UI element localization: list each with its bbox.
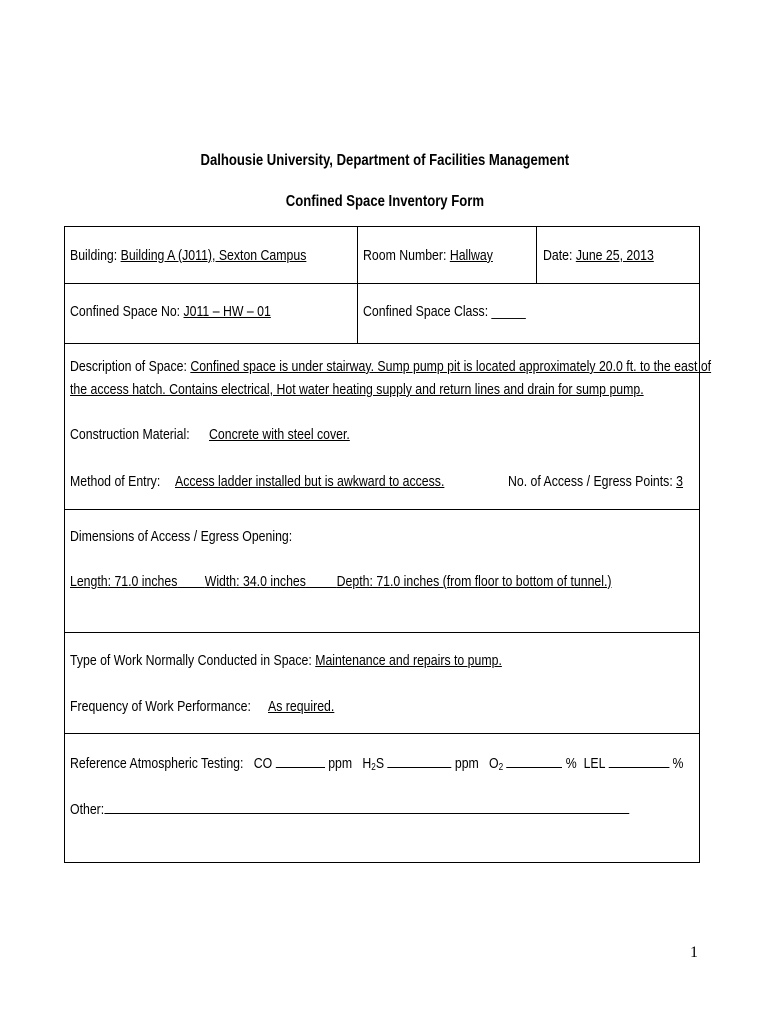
atmospheric-testing-field [70,753,683,777]
form-title-text: Confined Space Inventory Form [285,193,485,210]
h2s-label [362,755,384,772]
building-label: Building: [70,247,118,264]
page-title-text: Dalhousie University, Department of Facilities Management [200,152,570,169]
confined-space-no-label: Confined Space No: [70,303,181,320]
depth-value: Depth: 71.0 inches (from floor to bottom of tunnel.) [336,573,612,590]
frequency-value: As required. [268,698,335,715]
o2-o: O [489,755,499,772]
co-label: CO [253,755,273,772]
work-type-label: Type of Work Normally Conducted in Space: [70,652,312,669]
confined-space-class-field [363,303,526,321]
description-line-1 [70,358,711,376]
column-divider-1 [357,227,358,343]
frequency-value-wrap [268,698,334,716]
construction-material-field [70,426,190,444]
page-number: 1 [690,944,698,961]
other-label: Other: [70,801,105,818]
description-line-2 [70,381,644,399]
atmospheric-testing-label: Reference Atmospheric Testing: [70,755,244,772]
o2-subscript: 2 [498,762,504,773]
inventory-form-table [64,226,712,863]
row-divider-2 [65,343,699,344]
description-value-line-1: Confined space is under stairway. Sump pump pit is located approximately 20.0 ft. to the east of [190,358,712,375]
length-width-gap [177,573,204,590]
room-number-field [363,247,493,265]
h2s-s: S [375,755,385,772]
h2s-h: H [362,755,372,772]
frequency-label: Frequency of Work Performance: [70,698,251,715]
o2-label [489,755,503,772]
column-divider-2 [536,227,537,283]
method-of-entry-field [70,473,160,491]
length-value: Length: 71.0 inches [70,573,178,590]
width-depth-gap [306,573,337,590]
work-type-field [70,652,502,670]
method-of-entry-label: Method of Entry: [70,473,161,490]
access-points-label: No. of Access / Egress Points: [508,473,673,490]
date-field [543,247,654,265]
description-label: Description of Space: [70,358,187,375]
access-points-field [508,473,683,491]
page-title [0,152,770,170]
row-divider-5 [65,733,699,734]
date-label: Date: [543,247,573,264]
construction-material-value-wrap [209,426,350,444]
o2-blank[interactable] [507,753,563,768]
method-of-entry-value-wrap [175,473,444,491]
lel-label: LEL [583,755,606,772]
building-value: Building A (J011), Sexton Campus [120,247,307,264]
o2-percent: % [565,755,577,772]
other-field [70,799,629,819]
building-field [70,247,306,265]
row-divider-4 [65,632,699,633]
lel-percent: % [672,755,684,772]
room-number-value: Hallway [449,247,493,264]
dimensions-values [70,573,612,591]
room-number-label: Room Number: [363,247,447,264]
dimensions-label: Dimensions of Access / Egress Opening: [70,528,293,545]
lel-blank[interactable] [608,753,669,768]
other-blank[interactable] [104,799,629,814]
confined-space-no-value: J011 – HW – 01 [183,303,271,320]
width-value: Width: 34.0 inches [204,573,306,590]
row-divider-1 [65,283,699,284]
frequency-field [70,698,251,716]
co-ppm: ppm [328,755,353,772]
confined-space-class-label: Confined Space Class: [363,303,489,320]
h2s-subscript: 2 [371,762,376,773]
co-blank[interactable] [276,753,325,768]
date-value: June 25, 2013 [575,247,654,264]
method-of-entry-value: Access ladder installed but is awkward to access. [175,473,445,490]
construction-material-label: Construction Material: [70,426,190,443]
row-divider-3 [65,509,699,510]
confined-space-no-field [70,303,271,321]
description-value-line-2: the access hatch. Contains electrical, Hot water heating supply and return lines and drain for sump pump. [70,381,644,398]
work-type-value: Maintenance and repairs to pump. [315,652,502,669]
confined-space-class-value: _____ [491,303,526,320]
access-points-value: 3 [676,473,684,490]
construction-material-value: Concrete with steel cover. [209,426,350,443]
form-title [0,193,770,211]
h2s-blank[interactable] [387,753,451,768]
h2s-ppm: ppm [454,755,479,772]
